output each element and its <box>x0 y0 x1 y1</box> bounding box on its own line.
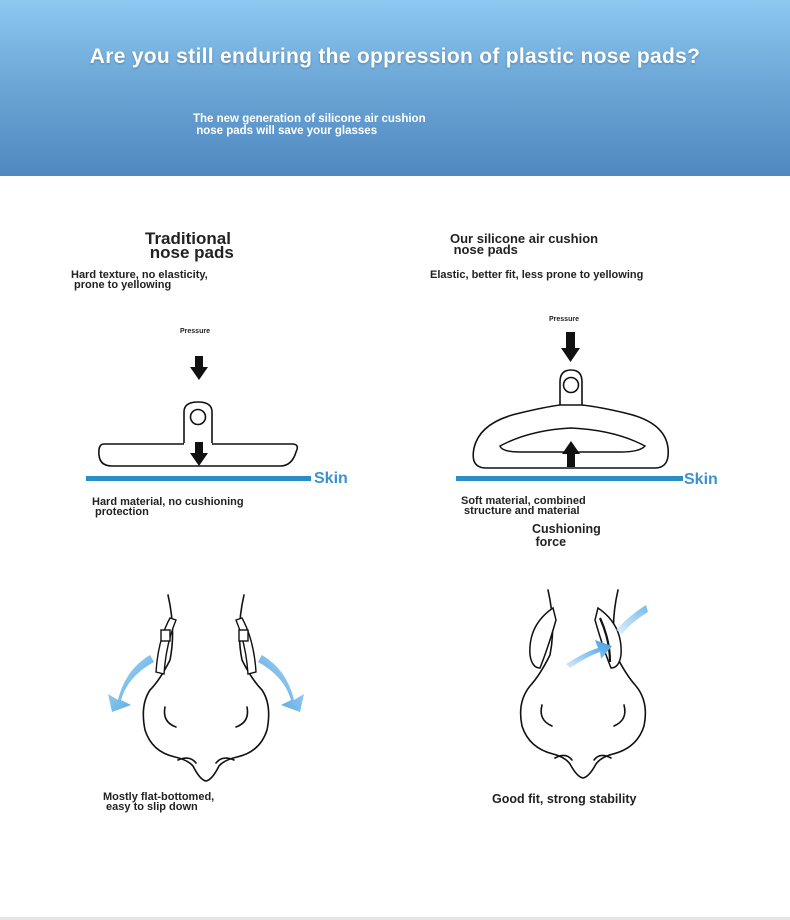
left-flat-pad-left <box>156 618 176 674</box>
left-material-note: Hard material, no cushioning protection <box>92 496 244 518</box>
right-skin-line <box>456 476 683 481</box>
right-skin-label: Skin <box>684 471 718 488</box>
left-description: Hard texture, no elasticity, prone to yellowing <box>71 269 208 291</box>
left-bottom-caption: Mostly flat-bottomed, easy to slip down <box>103 791 215 813</box>
right-material-note: Soft material, combined structure and material <box>461 495 586 517</box>
left-nose-illustration <box>143 595 268 781</box>
left-pressure-arrow <box>190 356 208 380</box>
left-skin-line <box>86 476 311 481</box>
right-nose-illustration <box>521 590 646 778</box>
left-skin-label: Skin <box>314 470 348 487</box>
right-slip-arrow <box>258 655 304 712</box>
right-heading: Our silicone air cushion nose pads <box>450 231 599 257</box>
left-pressure-label: Pressure <box>180 328 210 335</box>
banner-title: Are you still enduring the oppression of plastic nose pads? <box>89 45 701 68</box>
right-pressure-label: Pressure <box>549 316 579 323</box>
right-bottom-caption: Good fit, strong stability <box>492 792 637 806</box>
right-description: Elastic, better fit, less prone to yellowing <box>430 269 644 281</box>
left-flat-pad-right <box>236 618 256 674</box>
left-slip-arrow <box>108 655 154 712</box>
right-cushion-pad-right <box>595 608 621 668</box>
right-pressure-arrow <box>561 332 580 362</box>
right-cushion-note: Cushioning force <box>532 522 601 549</box>
banner-subtitle: The new generation of silicone air cushion nose pads will save your glasses <box>193 113 426 137</box>
left-heading: Traditional nose pads <box>145 229 234 262</box>
